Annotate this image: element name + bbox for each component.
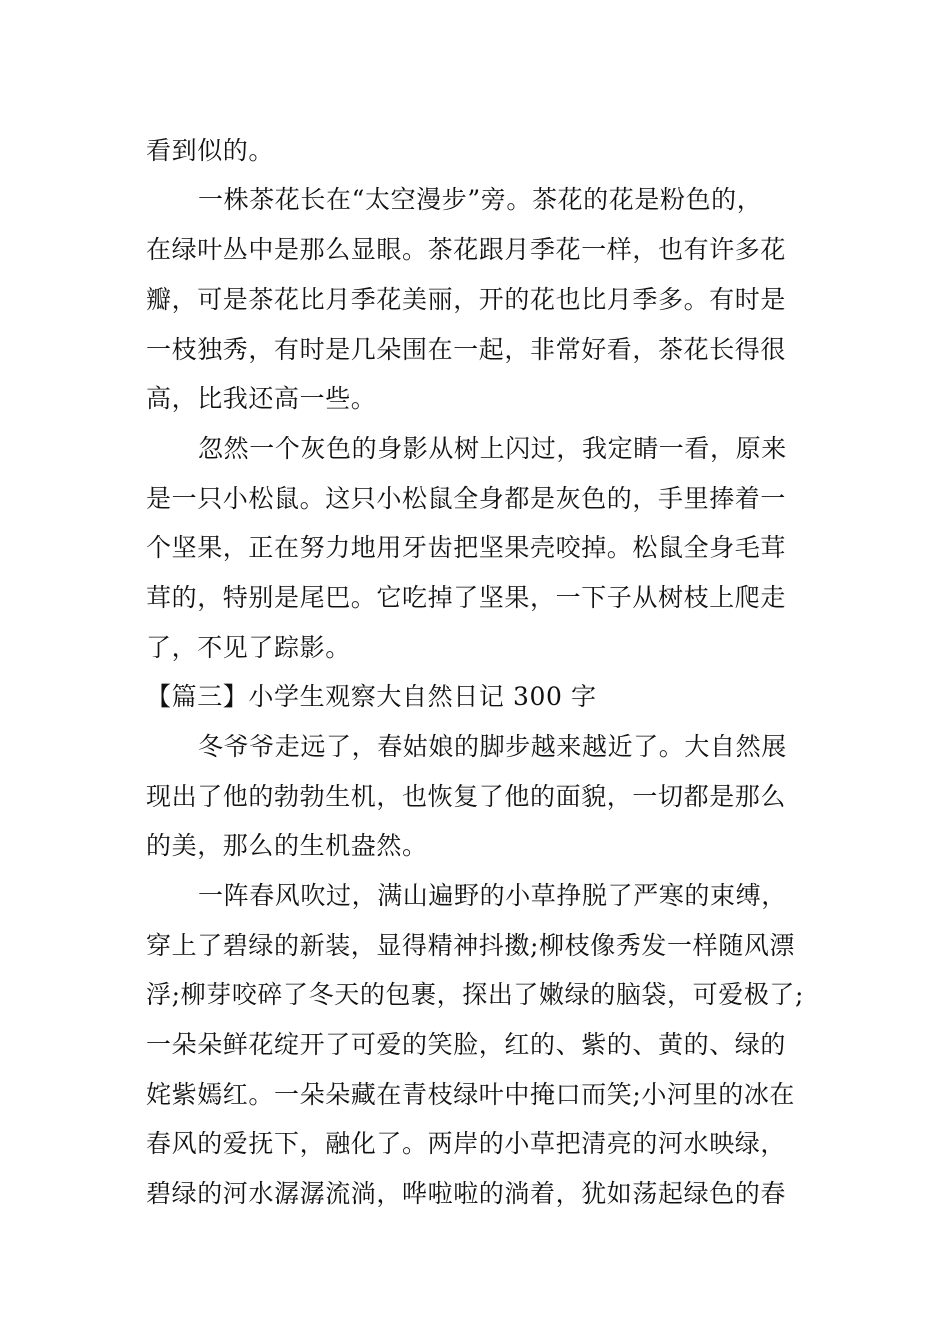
text-line: 碧绿的河水潺潺流淌，哗啦啦的淌着，犹如荡起绿色的春 (146, 1179, 787, 1208)
text-line: 的美，那么的生机盎然。 (146, 831, 428, 860)
text-line: 穿上了碧绿的新装，显得精神抖擞;柳枝像秀发一样随风漂 (146, 931, 796, 960)
text-line: 一枝独秀，有时是几朵围在一起，非常好看，茶花长得很 (146, 335, 787, 364)
text-line: 个坚果，正在努力地用牙齿把坚果壳咬掉。松鼠全身毛茸 (146, 533, 787, 562)
text-line: 现出了他的勃勃生机，也恢复了他的面貌，一切都是那么 (146, 782, 787, 811)
text-line: 姹紫嫣红。一朵朵藏在青枝绿叶中掩口而笑;小河里的冰在 (146, 1080, 796, 1109)
text-line: 茸的，特别是尾巴。它吃掉了坚果，一下子从树枝上爬走 (146, 583, 787, 612)
text-line: 在绿叶丛中是那么显眼。茶花跟月季花一样，也有许多花 (146, 235, 787, 264)
section-heading: 【篇三】小学生观察大自然日记 300 字 (146, 682, 597, 711)
paragraph-start-line: 忽然一个灰色的身影从树上闪过，我定睛一看，原来 (198, 434, 787, 463)
paragraph-start-line: 一株茶花长在“太空漫步”旁。茶花的花是粉色的， (198, 185, 763, 214)
text-line: 一朵朵鲜花绽开了可爱的笑脸，红的、紫的、黄的、绿的 (146, 1030, 787, 1059)
text-line: 浮;柳芽咬碎了冬天的包裹，探出了嫩绿的脑袋，可爱极了; (146, 980, 805, 1009)
text-line: 是一只小松鼠。这只小松鼠全身都是灰色的，手里捧着一 (146, 484, 787, 513)
paragraph-start-line: 一阵春风吹过，满山遍野的小草挣脱了严寒的束缚， (198, 881, 787, 910)
paragraph-start-line: 冬爷爷走远了，春姑娘的脚步越来越近了。大自然展 (198, 732, 787, 761)
text-line: 瓣，可是茶花比月季花美丽，开的花也比月季多。有时是 (146, 285, 787, 314)
text-line: 了，不见了踪影。 (146, 633, 351, 662)
text-line: 春风的爱抚下，融化了。两岸的小草把清亮的河水映绿， (146, 1129, 787, 1158)
text-line: 高，比我还高一些。 (146, 384, 377, 413)
text-line: 看到似的。 (146, 136, 275, 165)
